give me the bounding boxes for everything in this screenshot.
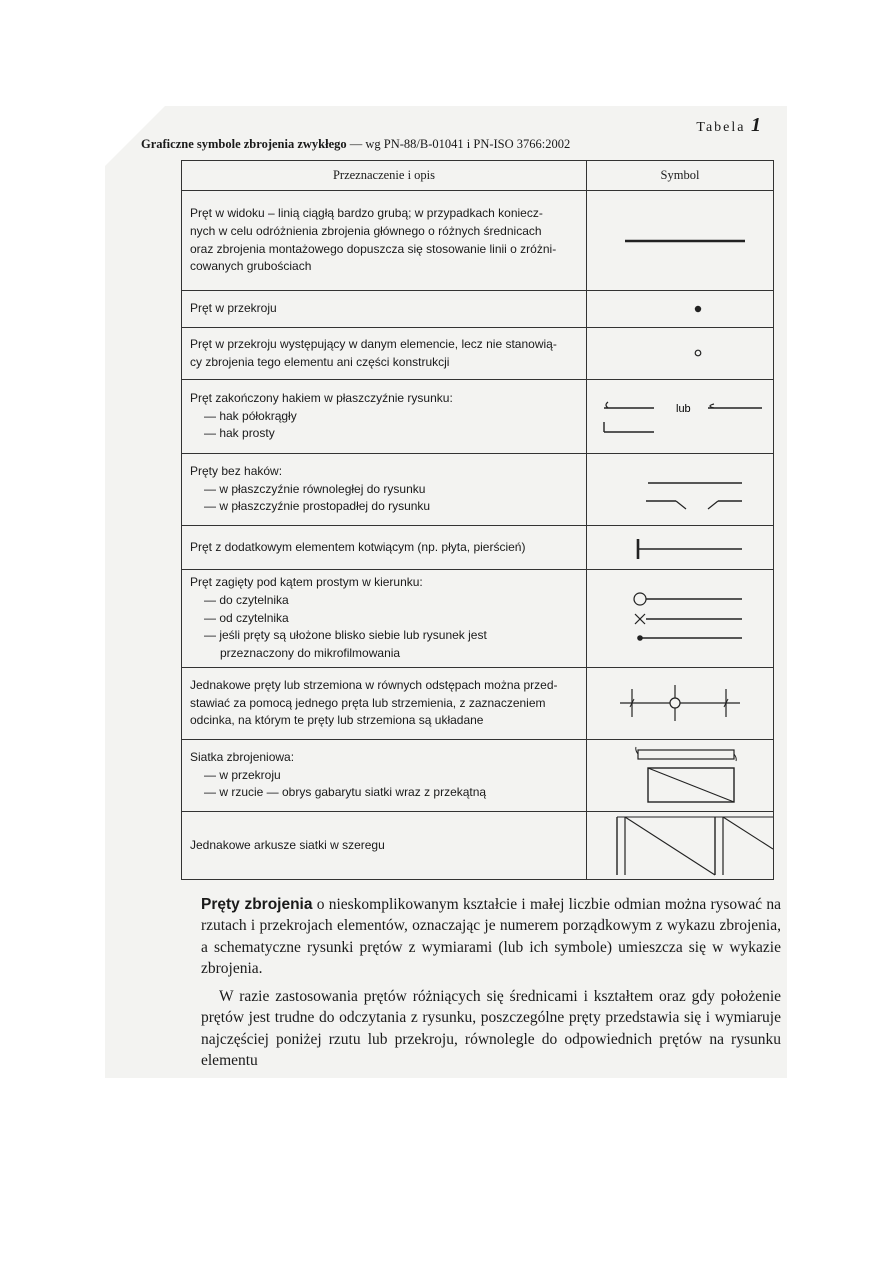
symbol-hooked-bar: [587, 380, 774, 454]
symbol-bar-no-hooks: [587, 454, 774, 526]
table-row: [182, 570, 774, 668]
symbol-anchored-bar: [587, 526, 774, 570]
row-description: Jednakowe pręty lub strzemiona w równych odstępach można przed- stawiać za pomocą jednego pręta lub strzemienia, z zaznaczeniem odcinka, na którym te pręty lub strzemiona są układane: [182, 668, 587, 740]
header-symbol: Symbol: [587, 161, 774, 191]
row-description: Pręt w przekroju występujący w danym elemencie, lecz nie stanowią- cy zbrojenia tego elementu ani części konstrukcji: [182, 328, 587, 380]
symbol-repeated-bars: [587, 668, 774, 740]
table-row: [182, 454, 774, 526]
caption-standard: — wg PN-88/B-01041 i PN-ISO 3766:2002: [346, 137, 571, 151]
caption-title: Graficzne symbole zbrojenia zwykłego: [141, 137, 347, 151]
scanned-page: [105, 106, 787, 1078]
table-number: 1: [751, 114, 761, 136]
row-description: Pręt w widoku – linią ciągłą bardzo grubą; w przypadkach koniecz- nych w celu odróżnienia zbrojenia głównego o różnych średnicach oraz zbrojenia montażowego dopuszcza się stosowanie linii o zróżni- cowanych grubościach: [182, 191, 587, 291]
row-description: Pręt z dodatkowym elementem kotwiącym (np. płyta, pierścień): [182, 526, 587, 570]
table-row: [182, 812, 774, 880]
row-description: Pręt w przekroju: [182, 291, 587, 328]
symbols-table: [181, 160, 774, 880]
row-description: Siatka zbrojeniowa: — w przekroju — w rzucie — obrys gabarytu siatki wraz z przekątną: [182, 740, 587, 812]
table-header-row: [182, 161, 774, 191]
paragraph-1-lead: Pręty zbrojenia: [201, 896, 313, 913]
paragraph-2: W razie zastosowania prętów różniących się średnicami i kształtem oraz gdy położenie prętów jest trudne do odczytania z rysunku, poszczególne pręty przedstawia się i wymiaruje najczęściej poniżej rzutu lub przekroju, równolegle do odpowiednich prętów na rysunku elementu: [201, 988, 781, 1070]
paragraph-1: [201, 894, 781, 980]
symbol-mesh-series: [587, 812, 774, 880]
table-caption: [141, 137, 570, 152]
row-description: Jednakowe arkusze siatki w szeregu: [182, 812, 587, 880]
symbol-filled-dot: [587, 291, 774, 328]
table-row: [182, 291, 774, 328]
table-row: [182, 526, 774, 570]
symbol-open-circle: [587, 328, 774, 380]
symbol-text-lub: lub: [676, 402, 691, 415]
symbol-thick-line: [587, 191, 774, 291]
paragraph-1-text: o nieskomplikowanym kształcie i małej liczbie odmian można rysować na rzutach i przekrojach elementów, oznaczając je numerem porządkowym z wykazu zbrojenia, a schematyczne rysunki prętów z wymiarami (lub ich symbole) umieszcza się w wykazie zbrojenia.: [201, 896, 781, 978]
row-description: Pręty bez haków: — w płaszczyźnie równoległej do rysunku — w płaszczyźnie prostopadłej do rysunku: [182, 454, 587, 526]
header-description: Przeznaczenie i opis: [182, 161, 587, 191]
symbol-mesh: [587, 740, 774, 812]
row-description: Pręt zagięty pod kątem prostym w kierunku: — do czytelnika — od czytelnika — jeśli pręty są ułożone blisko siebie lub rysunek jest przeznaczony do mikrofilmowania: [182, 570, 587, 668]
folded-corner: [105, 106, 165, 166]
table-row: [182, 328, 774, 380]
symbol-bent-bar: [587, 570, 774, 668]
row-description: Pręt zakończony hakiem w płaszczyźnie rysunku: — hak półokrągły — hak prosty: [182, 380, 587, 454]
table-row: [182, 668, 774, 740]
table-row: [182, 740, 774, 812]
table-row: [182, 380, 774, 454]
table-row: [182, 191, 774, 291]
table-number-label: Tabela 1: [696, 114, 761, 136]
